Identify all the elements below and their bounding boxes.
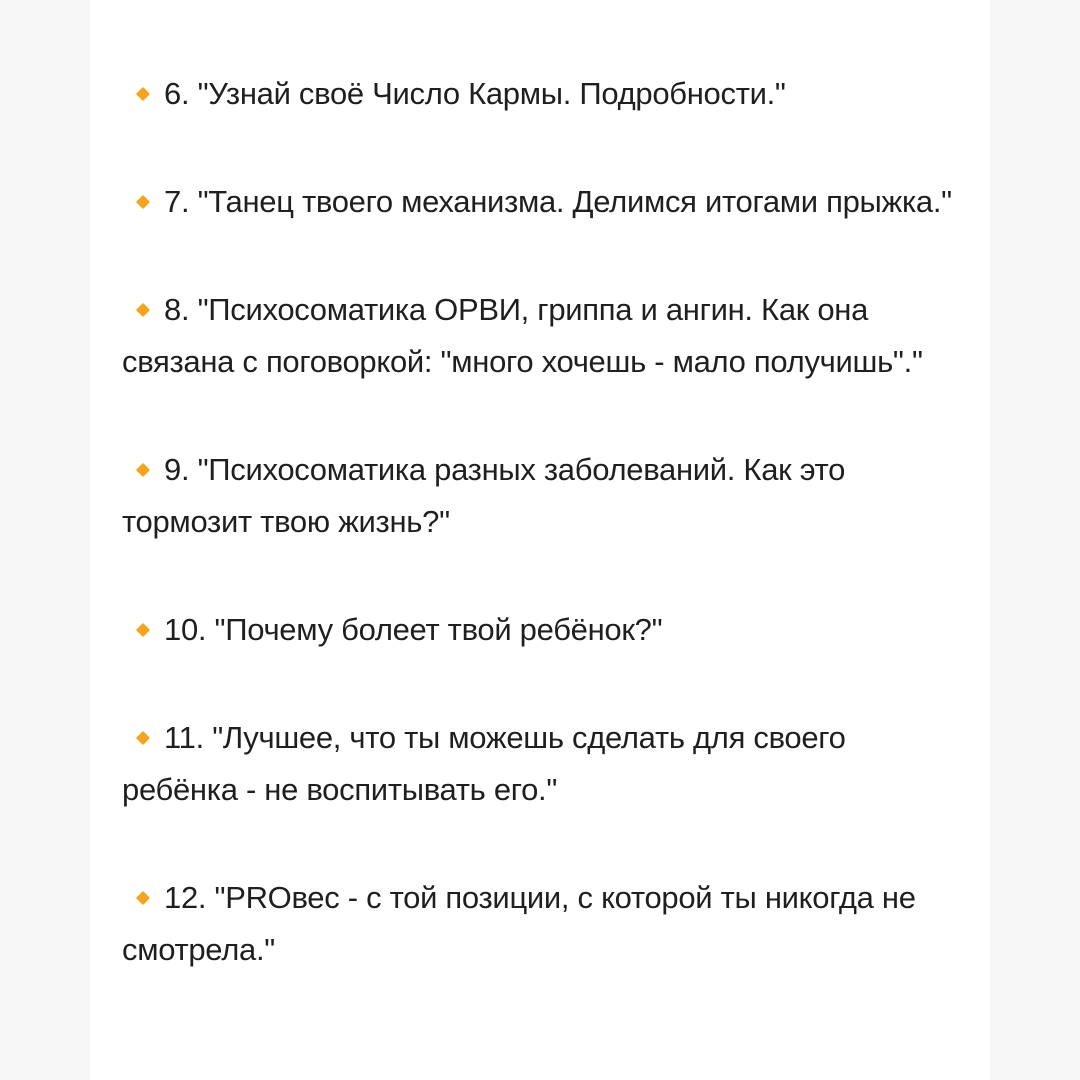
orange-diamond-icon [136, 303, 150, 317]
list-item [122, 176, 962, 228]
list-item [122, 444, 962, 548]
orange-diamond-icon [136, 463, 150, 477]
orange-diamond-icon [136, 87, 150, 101]
list-item [122, 712, 962, 816]
list-item-text: 10. "Почему болеет твой ребёнок?" [164, 612, 663, 647]
document-page [90, 0, 990, 1080]
list-item-text: 6. "Узнай своё Число Кармы. Подробности." [164, 76, 786, 111]
list-item-text: 8. "Психосоматика ОРВИ, гриппа и ангин. Как она связана с поговоркой: "много хочешь - мало получишь"." [122, 292, 923, 379]
list-item-text: 11. "Лучшее, что ты можешь сделать для своего ребёнка - не воспитывать его." [122, 720, 846, 807]
orange-diamond-icon [136, 195, 150, 209]
orange-diamond-icon [136, 623, 150, 637]
orange-diamond-icon [136, 731, 150, 745]
list-item-text: 7. "Танец твоего механизма. Делимся итогами прыжка." [164, 184, 952, 219]
list-item [122, 284, 962, 388]
list-item-text: 9. "Психосоматика разных заболеваний. Как это тормозит твою жизнь?" [122, 452, 846, 539]
list-item [122, 68, 962, 120]
list-item [122, 604, 962, 656]
topic-list [122, 68, 962, 1032]
orange-diamond-icon [136, 891, 150, 905]
list-item-text: 12. "PROвес - с той позиции, с которой ты никогда не смотрела." [122, 880, 916, 967]
list-item [122, 872, 962, 976]
